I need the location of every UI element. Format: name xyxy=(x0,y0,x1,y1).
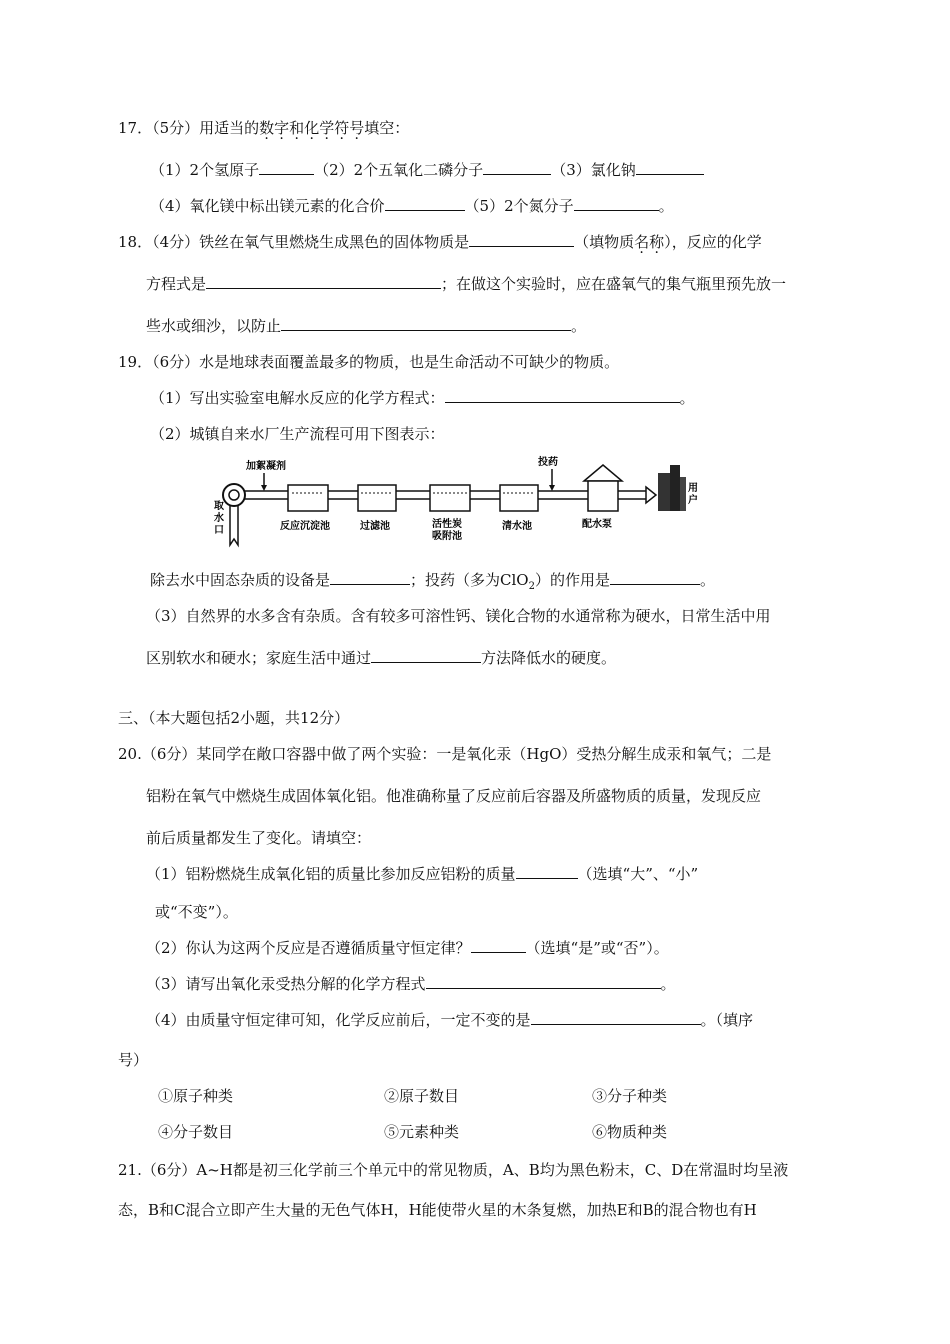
q20-line7 xyxy=(146,974,676,994)
q17-item: （5）2个氮分子 xyxy=(464,197,574,215)
q20-option: ⑤元素种类 xyxy=(384,1123,460,1141)
building xyxy=(670,465,680,511)
answer-blank[interactable] xyxy=(330,570,410,585)
answer-blank[interactable] xyxy=(574,196,659,211)
q18-text: 。 xyxy=(571,317,587,335)
q19-line6 xyxy=(146,648,616,668)
q17-item: 。 xyxy=(658,197,674,215)
q18-text: ；在做这个实验时，应在盛氧气的集气瓶里预先放一 xyxy=(441,275,787,293)
pump-house-roof xyxy=(584,465,622,481)
section-heading: 三、（本大题包括2小题，共12分） xyxy=(118,709,350,727)
pump-label: 配水泵 xyxy=(582,519,612,530)
emphasis-char: 称 xyxy=(649,233,665,251)
q19-text: ；投药（多为ClO xyxy=(410,571,529,589)
sedimentation-tank xyxy=(288,485,328,511)
q20-option: ①原子种类 xyxy=(158,1087,234,1105)
q18-line3 xyxy=(146,316,586,336)
answer-blank[interactable] xyxy=(531,1010,701,1025)
dosing-arrowhead xyxy=(549,485,555,491)
q19-line1: 19．（6分）水是地球表面覆盖最多的物质，也是生命活动不可缺少的物质。 xyxy=(118,353,620,371)
q18-text: 方程式是 xyxy=(146,275,207,293)
emphasis-char: 学 xyxy=(319,119,335,137)
q20-line9: 号） xyxy=(118,1051,149,1069)
coagulant-label: 加絮凝剂 xyxy=(246,461,286,472)
q17-item: （4）氧化镁中标出镁元素的化合价 xyxy=(150,197,385,215)
q20-text: 。 xyxy=(660,975,676,993)
q19-line5: （3）自然界的水多含有杂质。含有较多可溶性钙、镁化合物的水通常称为硬水，日常生活中用 xyxy=(146,607,771,625)
carbon-adsorption-tank xyxy=(430,485,470,511)
answer-blank[interactable] xyxy=(610,570,700,585)
tank-label: 清水池 xyxy=(502,521,532,532)
q18-text: ），反应的化学 xyxy=(664,233,762,251)
intake-label-3: 口 xyxy=(214,525,224,536)
intake-label-1: 取 xyxy=(214,501,224,512)
tank-label: 活性炭 xyxy=(432,519,462,530)
emphasis-char: 数 xyxy=(259,119,275,137)
q20-text: （3）请写出氧化汞受热分解的化学方程式 xyxy=(146,975,426,993)
q18-text: 18．（4分）铁丝在氧气里燃烧生成黑色的固体物质是 xyxy=(118,233,470,251)
outlet-arrowhead xyxy=(646,487,656,503)
intake-pipe xyxy=(230,506,238,545)
q19-text: （1）写出实验室电解水反应的化学方程式： xyxy=(150,389,445,407)
water-treatment-diagram xyxy=(210,453,710,553)
q20-option: ③分子种类 xyxy=(592,1087,668,1105)
q20-line3: 前后质量都发生了变化。请填空： xyxy=(146,829,372,847)
intake-label-2: 水 xyxy=(214,513,224,524)
q17-line2 xyxy=(150,196,674,216)
q17-line xyxy=(118,118,409,138)
emphasis-char: 号 xyxy=(349,119,365,137)
answer-blank[interactable] xyxy=(281,316,571,331)
q19-line3: （2）城镇自来水厂生产流程可用下图表示： xyxy=(150,425,445,443)
q20-text: （2）你认为这两个反应是否遵循质量守恒定律？ xyxy=(146,939,471,957)
user-label-2: 户 xyxy=(688,495,698,506)
emphasis-char: 符 xyxy=(334,119,350,137)
q20-line8 xyxy=(146,1010,753,1030)
q17-line1 xyxy=(150,160,704,180)
q20-text: 。（填序 xyxy=(700,1011,754,1029)
q20-line5: 或“不变”）。 xyxy=(155,903,238,921)
q20-option: ②原子数目 xyxy=(384,1087,460,1105)
answer-blank[interactable] xyxy=(516,864,578,879)
answer-blank[interactable] xyxy=(259,160,314,175)
q19-text: ）的作用是 xyxy=(534,571,610,589)
filter-tank xyxy=(358,485,396,511)
answer-blank[interactable] xyxy=(371,648,481,663)
q17-tail: 填空： xyxy=(364,119,410,137)
answer-blank[interactable] xyxy=(469,232,574,247)
q21-line2: 态，B和C混合立即产生大量的无色气体H，H能使带火星的木条复燃，加热E和B的混合物也有H xyxy=(118,1201,757,1219)
q20-line2: 铝粉在氧气中燃烧生成固体氧化铝。他准确称量了反应前后容器及所盛物质的质量，发现反应 xyxy=(146,787,762,805)
q20-text: （选填“是”或“否”）。 xyxy=(525,939,669,957)
q20-line4 xyxy=(146,864,698,884)
q18-text: 些水或细沙，以防止 xyxy=(146,317,282,335)
answer-blank[interactable] xyxy=(636,160,704,175)
emphasis-char: 和 xyxy=(289,119,305,137)
q17-item: （3）氯化钠 xyxy=(551,161,636,179)
intake-pipe-outer xyxy=(223,484,245,506)
q20-text: （选填“大”、“小” xyxy=(577,865,699,883)
intake-pipe-inner xyxy=(229,490,239,500)
q17-head: 17．（5分）用适当的 xyxy=(118,119,260,137)
answer-blank[interactable] xyxy=(206,274,441,289)
tank-label: 反应沉淀池 xyxy=(280,521,330,532)
clear-water-tank xyxy=(500,485,538,511)
tank-label: 吸附池 xyxy=(432,531,462,542)
q20-text: （1）铝粉燃烧生成氧化铝的质量比参加反应铝粉的质量 xyxy=(146,865,516,883)
building xyxy=(658,473,670,511)
answer-blank[interactable] xyxy=(445,388,680,403)
emphasis-char: 字 xyxy=(274,119,290,137)
answer-blank[interactable] xyxy=(471,938,526,953)
dosing-label: 投药 xyxy=(538,457,558,468)
q19-line2 xyxy=(150,388,695,408)
pump-house xyxy=(588,481,618,511)
emphasis-char: 名 xyxy=(634,233,650,251)
coagulant-arrowhead xyxy=(261,485,267,491)
q20-option: ④分子数目 xyxy=(158,1123,234,1141)
q18-text: （填物质 xyxy=(574,233,635,251)
q18-line2 xyxy=(146,274,786,294)
q20-line6 xyxy=(146,938,669,958)
tank-label: 过滤池 xyxy=(360,521,390,532)
answer-blank[interactable] xyxy=(426,974,661,989)
q19-text: 。 xyxy=(679,389,695,407)
q17-item: （2）2个五氧化二磷分子 xyxy=(314,161,484,179)
building xyxy=(680,477,686,511)
q19-line4 xyxy=(150,570,715,597)
answer-blank[interactable] xyxy=(483,160,551,175)
q19-text: 方法降低水的硬度。 xyxy=(481,649,617,667)
answer-blank[interactable] xyxy=(385,196,465,211)
q20-line1: 20.（6分）某同学在敞口容器中做了两个实验：一是氧化汞（HgO）受热分解生成汞和氧气；二是 xyxy=(118,745,772,763)
q19-text: 除去水中固态杂质的设备是 xyxy=(150,571,331,589)
q18-line1 xyxy=(118,232,762,252)
emphasis-char: 化 xyxy=(304,119,320,137)
q19-subscript: 2 xyxy=(528,581,535,592)
q20-option: ⑥物质种类 xyxy=(592,1123,668,1141)
q17-item: （1）2个氢原子 xyxy=(150,161,260,179)
q19-text: 区别软水和硬水；家庭生活中通过 xyxy=(146,649,372,667)
q19-text: 。 xyxy=(699,571,715,589)
q21-line1: 21.（6分）A~H都是初三化学前三个单元中的常见物质，A、B均为黑色粉末，C、D在常温时均呈液 xyxy=(118,1161,789,1179)
q20-text: （4）由质量守恒定律可知，化学反应前后，一定不变的是 xyxy=(146,1011,531,1029)
user-label-1: 用 xyxy=(688,483,698,494)
